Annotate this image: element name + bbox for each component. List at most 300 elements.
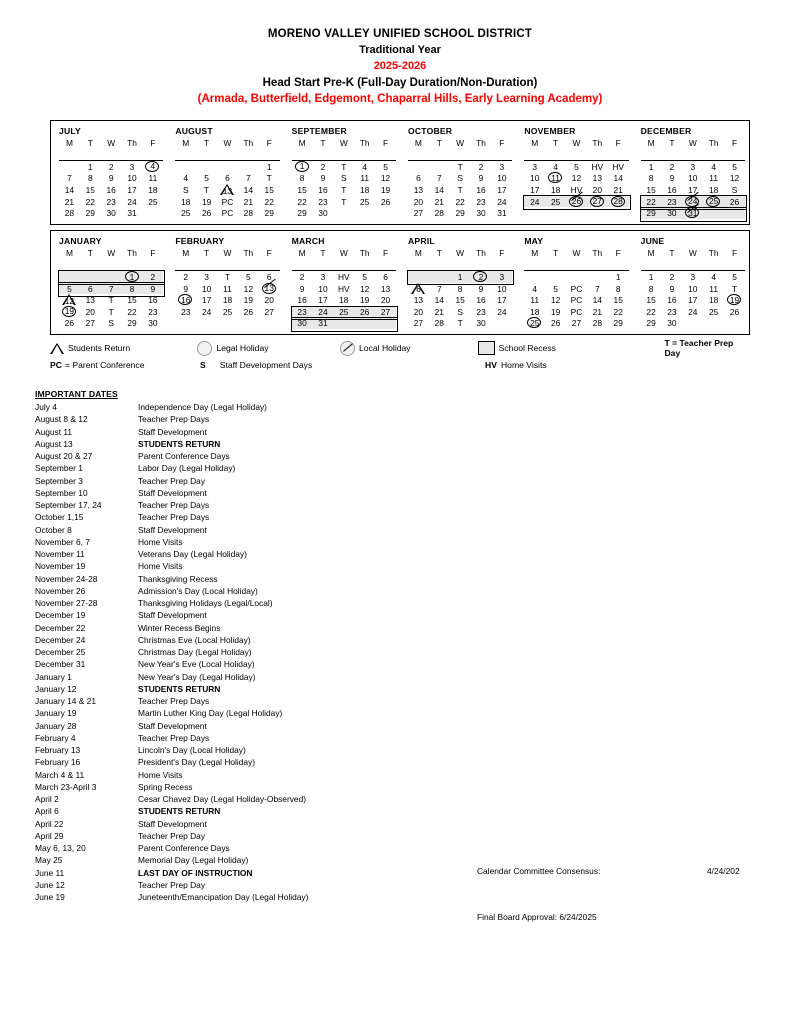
important-date-date: September 10	[35, 487, 88, 498]
important-date-date: May 25	[35, 855, 63, 866]
day-cell	[703, 196, 724, 208]
header-rule	[175, 148, 279, 160]
dow-header: M	[531, 137, 539, 148]
day-cell: 24	[313, 306, 334, 318]
week-row	[175, 196, 279, 208]
day-cell: 24	[201, 306, 212, 317]
header-rule	[175, 259, 279, 271]
important-date-row	[35, 450, 800, 462]
day-cell: 9	[183, 283, 189, 294]
day-cell: T	[731, 283, 738, 294]
dow-header: W	[688, 247, 697, 258]
day-cell: 25	[181, 208, 191, 219]
day-cell: 12	[380, 173, 391, 184]
committee-consensus-label: Calendar Committee Consensus:	[477, 866, 601, 876]
day-cell	[354, 318, 375, 330]
important-date-row	[35, 891, 800, 903]
dow-header: W	[223, 247, 232, 258]
important-date-date: January 28	[35, 720, 77, 731]
dow-header: F	[499, 137, 505, 148]
day-cell: S	[731, 185, 738, 196]
important-date-desc: Teacher Prep Day	[138, 879, 206, 890]
day-cell: 9	[669, 283, 675, 294]
dow-header: W	[107, 137, 116, 148]
day-cell: 20	[85, 306, 95, 317]
day-cell	[429, 161, 450, 173]
week-row	[175, 318, 279, 330]
month-name: JULY	[59, 125, 81, 136]
day-cell: PC	[221, 196, 234, 207]
legend-school-recess	[478, 341, 665, 355]
week-row	[175, 306, 279, 318]
month-grid	[408, 247, 512, 329]
week-row	[408, 283, 512, 295]
important-date-date: August 8 & 12	[35, 414, 88, 425]
day-cell: 18	[148, 185, 158, 196]
day-cell	[259, 283, 280, 295]
day-cell: 22	[297, 196, 307, 207]
dow-header: M	[531, 247, 539, 258]
day-cell: 28	[64, 208, 75, 219]
important-date-row	[35, 462, 800, 474]
dow-header: W	[456, 137, 465, 148]
week-row	[175, 173, 279, 185]
month-name: SEPTEMBER	[291, 125, 347, 136]
day-cell: 20	[592, 185, 602, 196]
month-may	[516, 231, 632, 334]
day-cell: 22	[85, 196, 95, 207]
day-cell	[59, 306, 80, 318]
week-row	[292, 184, 396, 196]
day-cell: 7	[436, 283, 442, 294]
day-cell: 24	[497, 196, 507, 207]
day-cell: 20	[380, 295, 391, 306]
day-cell: 1	[450, 271, 471, 283]
legend-s-key: S	[200, 360, 206, 371]
week-row	[408, 207, 512, 219]
week-row	[292, 161, 396, 173]
students-return-marker: 6	[411, 283, 426, 294]
important-date-row	[35, 475, 800, 487]
day-cell: 21	[613, 185, 623, 196]
day-cell: 28	[592, 318, 602, 329]
day-cell: 18	[530, 306, 540, 317]
important-date-row	[35, 879, 800, 891]
important-date-row	[35, 720, 800, 732]
day-cell	[59, 161, 80, 173]
day-cell	[333, 207, 354, 219]
header-rule	[641, 148, 745, 160]
important-date-desc: Independence Day (Legal Holiday)	[138, 402, 267, 413]
week-row	[175, 207, 279, 219]
week-row	[641, 294, 745, 306]
day-cell: 23	[667, 306, 677, 317]
dow-header: F	[150, 247, 156, 258]
day-cell: 6	[80, 283, 101, 295]
dow-header: T	[553, 137, 559, 148]
legend-legal-holiday	[197, 341, 340, 356]
day-cell: S	[457, 306, 463, 317]
important-date-desc: STUDENTS RETURN	[138, 683, 221, 694]
important-date-row	[35, 426, 800, 438]
day-cell	[196, 318, 217, 330]
day-cell: 17	[318, 295, 328, 306]
header-rule	[292, 148, 396, 160]
day-cell: 2	[478, 161, 484, 172]
important-date-desc: Teacher Prep Day	[138, 830, 206, 841]
day-cell: 8	[457, 283, 463, 294]
day-cell: 12	[243, 283, 253, 294]
day-cell: 21	[434, 196, 444, 207]
day-cell	[217, 161, 238, 173]
day-cell: 19	[380, 185, 391, 196]
important-date-row	[35, 830, 800, 842]
day-cell: T	[108, 306, 114, 317]
day-cell	[471, 271, 492, 283]
day-cell: 29	[85, 208, 95, 219]
day-cell	[566, 196, 587, 208]
day-cell	[217, 184, 238, 196]
week-row	[408, 161, 512, 173]
week-row	[175, 283, 279, 295]
month-february	[167, 231, 283, 334]
dow-header: Th	[592, 247, 603, 258]
week-row	[292, 207, 396, 219]
day-cell: 14	[434, 185, 444, 196]
important-date-date: December 31	[35, 659, 86, 670]
important-date-desc: Teacher Prep Days	[138, 414, 210, 425]
important-date-row	[35, 671, 800, 683]
day-cell: 29	[641, 207, 662, 219]
local-holiday-marker: 24	[685, 196, 700, 207]
important-date-desc: Staff Development	[138, 487, 207, 498]
committee-consensus-date: 4/24/202	[707, 866, 740, 876]
day-cell: 27	[413, 208, 424, 219]
month-name: AUGUST	[175, 125, 213, 136]
day-cell: 5	[246, 272, 251, 283]
week-row	[59, 271, 163, 283]
week-row	[524, 173, 628, 185]
important-date-desc: Staff Development	[138, 818, 207, 829]
important-date-desc: Christmas Day (Legal Holiday)	[138, 647, 252, 658]
dow-header: M	[414, 247, 422, 258]
dow-header: W	[223, 137, 232, 148]
day-cell: 10	[688, 173, 698, 184]
day-cell: 15	[297, 185, 307, 196]
day-cell: 16	[106, 185, 116, 196]
important-date-date: November 26	[35, 585, 86, 596]
day-cell: 6	[225, 173, 230, 184]
dow-header: T	[204, 247, 210, 258]
day-cell: 27	[413, 318, 424, 329]
dow-header: T	[669, 247, 675, 258]
important-date-date: December 19	[35, 610, 86, 621]
day-cell: 18	[360, 185, 370, 196]
day-cell: 15	[85, 185, 95, 196]
day-cell: 12	[571, 173, 582, 184]
dow-header: T	[320, 247, 326, 258]
dow-header: F	[382, 137, 389, 148]
day-cell: 13	[85, 295, 95, 306]
day-cell	[524, 207, 545, 219]
week-row	[524, 207, 628, 219]
day-cell: 20	[413, 196, 424, 207]
month-name: JUNE	[640, 236, 665, 247]
day-cell	[101, 271, 122, 283]
legend-home-visits-label: Home Visits	[500, 360, 547, 371]
day-cell: 8	[122, 283, 143, 295]
day-cell: 26	[243, 306, 253, 317]
day-cell: 26	[724, 196, 745, 208]
day-cell: 27	[264, 306, 274, 317]
day-cell: 29	[613, 318, 623, 329]
day-cell: 16	[318, 185, 328, 196]
day-cell: 6	[416, 173, 421, 184]
day-cell: 10	[318, 283, 328, 294]
important-date-date: November 19	[35, 561, 86, 572]
day-cell: 14	[613, 173, 623, 184]
month-name: MAY	[524, 236, 544, 247]
important-date-date: December 25	[35, 647, 86, 658]
week-row	[292, 196, 396, 208]
day-cell: 8	[648, 173, 654, 184]
day-cell: 9	[669, 173, 675, 184]
legend-hv-key: HV	[485, 360, 497, 371]
important-date-row	[35, 818, 800, 830]
dow-header: Th	[708, 247, 719, 258]
day-cell: 16	[476, 185, 486, 196]
important-date-desc: New Year's Day (Legal Holiday)	[138, 671, 256, 682]
day-cell: 8	[615, 283, 621, 294]
board-approval: Final Board Approval: 6/24/2025	[477, 912, 597, 922]
important-date-row	[35, 744, 800, 756]
day-cell: 4	[362, 161, 367, 172]
day-cell: T	[266, 173, 272, 184]
important-date-date: November 11	[35, 549, 85, 560]
day-cell: 30	[292, 318, 313, 330]
calendar-row-first-half	[50, 120, 750, 225]
day-cell: 14	[64, 185, 75, 196]
dow-header: F	[150, 137, 156, 148]
day-cell: 18	[339, 295, 349, 306]
day-cell: 15	[613, 295, 623, 306]
month-june	[633, 231, 749, 334]
important-date-date: March 4 & 11	[35, 769, 85, 780]
week-row	[408, 271, 512, 283]
day-cell: 23	[476, 196, 486, 207]
day-cell	[682, 318, 703, 330]
dow-header: M	[647, 247, 655, 258]
dow-header: W	[107, 247, 116, 258]
day-cell: 11	[530, 295, 540, 306]
day-cell: 5	[574, 161, 579, 172]
day-cell: S	[457, 173, 463, 184]
day-cell: 31	[313, 318, 334, 330]
day-cell	[175, 294, 196, 306]
day-cell: T	[457, 185, 463, 196]
month-april	[400, 231, 516, 334]
day-cell: 10	[201, 283, 212, 294]
header-rule	[641, 259, 745, 271]
dow-header: M	[298, 247, 306, 258]
day-cell: T	[341, 185, 347, 196]
month-grid	[408, 137, 512, 219]
day-cell: S	[341, 173, 347, 184]
day-cell: 11	[709, 283, 718, 294]
dow-header: T	[669, 137, 675, 148]
day-cell: 23	[148, 306, 158, 317]
day-cell: 21	[64, 196, 75, 207]
important-date-row	[35, 842, 800, 854]
day-cell: 29	[455, 208, 465, 219]
day-cell: 2	[669, 161, 675, 172]
day-cell	[292, 161, 313, 173]
important-date-desc: Home Visits	[138, 561, 183, 572]
week-row	[292, 283, 396, 295]
legend-legal-holiday-label: Legal Holiday	[216, 343, 269, 354]
day-cell: 7	[436, 173, 442, 184]
day-cell: 6	[383, 272, 388, 283]
dow-header: T	[204, 137, 210, 148]
day-cell: 9	[478, 173, 484, 184]
important-date-desc: Staff Development	[138, 720, 207, 731]
day-cell: T	[341, 161, 347, 172]
day-cell: S	[108, 318, 114, 329]
week-row	[175, 161, 279, 173]
day-cell: 29	[646, 318, 656, 329]
month-name: NOVEMBER	[524, 125, 576, 136]
important-date-date: July 4	[35, 402, 57, 413]
important-date-desc: Teacher Prep Days	[138, 512, 210, 523]
legal-holiday-marker: 2	[473, 272, 488, 283]
day-cell: 12	[360, 283, 370, 294]
day-cell	[703, 318, 724, 330]
dow-header: F	[266, 247, 272, 258]
dow-header: Th	[592, 137, 603, 148]
local-holiday-marker: 31	[685, 208, 700, 219]
dow-header: Th	[708, 137, 719, 148]
month-grid	[59, 247, 163, 329]
day-cell: 2	[142, 271, 163, 283]
important-date-desc: Memorial Day (Legal Holiday)	[138, 855, 249, 866]
day-cell: 9	[108, 173, 114, 184]
day-cell: 27	[571, 318, 582, 329]
day-cell: 30	[662, 207, 683, 219]
day-cell	[608, 207, 629, 219]
header-rule	[408, 148, 512, 160]
day-cell: 8	[87, 173, 93, 184]
day-cell	[80, 271, 101, 283]
week-row	[59, 196, 163, 208]
day-cell: 5	[204, 173, 209, 184]
important-date-row	[35, 438, 800, 450]
week-row	[292, 173, 396, 185]
day-cell: 22	[264, 196, 274, 207]
important-date-date: December 24	[35, 634, 86, 645]
important-date-desc: Staff Development	[138, 524, 207, 535]
day-cell	[429, 271, 450, 283]
week-row	[641, 283, 745, 295]
day-cell: 5	[732, 272, 737, 283]
dow-header: M	[65, 137, 73, 148]
dow-header: M	[647, 137, 655, 148]
dow-header: W	[572, 137, 581, 148]
legend-school-recess-label: School Recess	[498, 343, 556, 354]
day-cell: 10	[688, 283, 698, 294]
day-cell: 19	[360, 295, 370, 306]
school-year: 2025-2026	[373, 59, 427, 72]
week-row	[524, 184, 628, 196]
day-cell: 2	[108, 161, 114, 172]
day-cell	[724, 294, 745, 306]
day-cell: 25	[148, 196, 158, 207]
dow-header: T	[87, 137, 93, 148]
dow-header: Th	[476, 137, 486, 148]
day-cell	[524, 318, 545, 330]
important-date-row	[35, 854, 800, 866]
important-date-date: June 12	[35, 879, 65, 890]
important-date-row	[35, 756, 800, 768]
day-cell	[545, 271, 566, 283]
day-cell: 11	[709, 173, 718, 184]
header-rule	[59, 259, 163, 271]
day-cell	[587, 207, 608, 219]
students-return-marker: 13	[220, 185, 235, 196]
important-date-desc: Cesar Chavez Day (Legal Holiday-Observed)	[138, 794, 307, 805]
dow-header: W	[339, 247, 348, 258]
day-cell: 28	[434, 318, 444, 329]
week-row	[641, 161, 745, 173]
important-date-row	[35, 560, 800, 572]
day-cell: 24	[497, 306, 507, 317]
day-cell: 15	[127, 295, 137, 306]
header-rule	[408, 259, 512, 271]
important-date-row	[35, 805, 800, 817]
legend-staff-dev-label: Staff Development Days	[219, 360, 313, 371]
important-date-date: June 19	[35, 892, 65, 903]
day-cell: 1	[615, 272, 621, 283]
day-cell: 16	[297, 295, 307, 306]
students-return-marker: 12	[62, 295, 77, 306]
month-grid	[524, 247, 628, 329]
day-cell	[175, 161, 196, 173]
important-date-row	[35, 781, 800, 793]
day-cell: 17	[497, 185, 507, 196]
important-date-desc: STUDENTS RETURN	[138, 806, 221, 817]
day-cell: 9	[142, 283, 163, 295]
dow-header: T	[320, 137, 326, 148]
day-cell	[682, 207, 703, 219]
legend-staff-development	[200, 360, 485, 370]
important-date-date: December 22	[35, 622, 86, 633]
important-date-desc: Teacher Prep Days	[138, 732, 210, 743]
important-dates-list	[35, 401, 800, 903]
day-cell: 22	[646, 306, 656, 317]
day-cell: HV	[570, 185, 583, 196]
day-cell	[375, 207, 396, 219]
circle-slash-icon	[340, 341, 355, 356]
day-cell: 5	[362, 272, 367, 283]
day-cell: 10	[497, 283, 507, 294]
day-cell: PC	[221, 208, 234, 219]
month-name: DECEMBER	[640, 125, 692, 136]
day-cell	[491, 318, 512, 330]
legend-students-return	[50, 343, 197, 354]
important-date-row	[35, 548, 800, 560]
day-cell: 3	[491, 271, 512, 283]
dow-header: F	[499, 247, 505, 258]
month-grid	[59, 137, 163, 219]
